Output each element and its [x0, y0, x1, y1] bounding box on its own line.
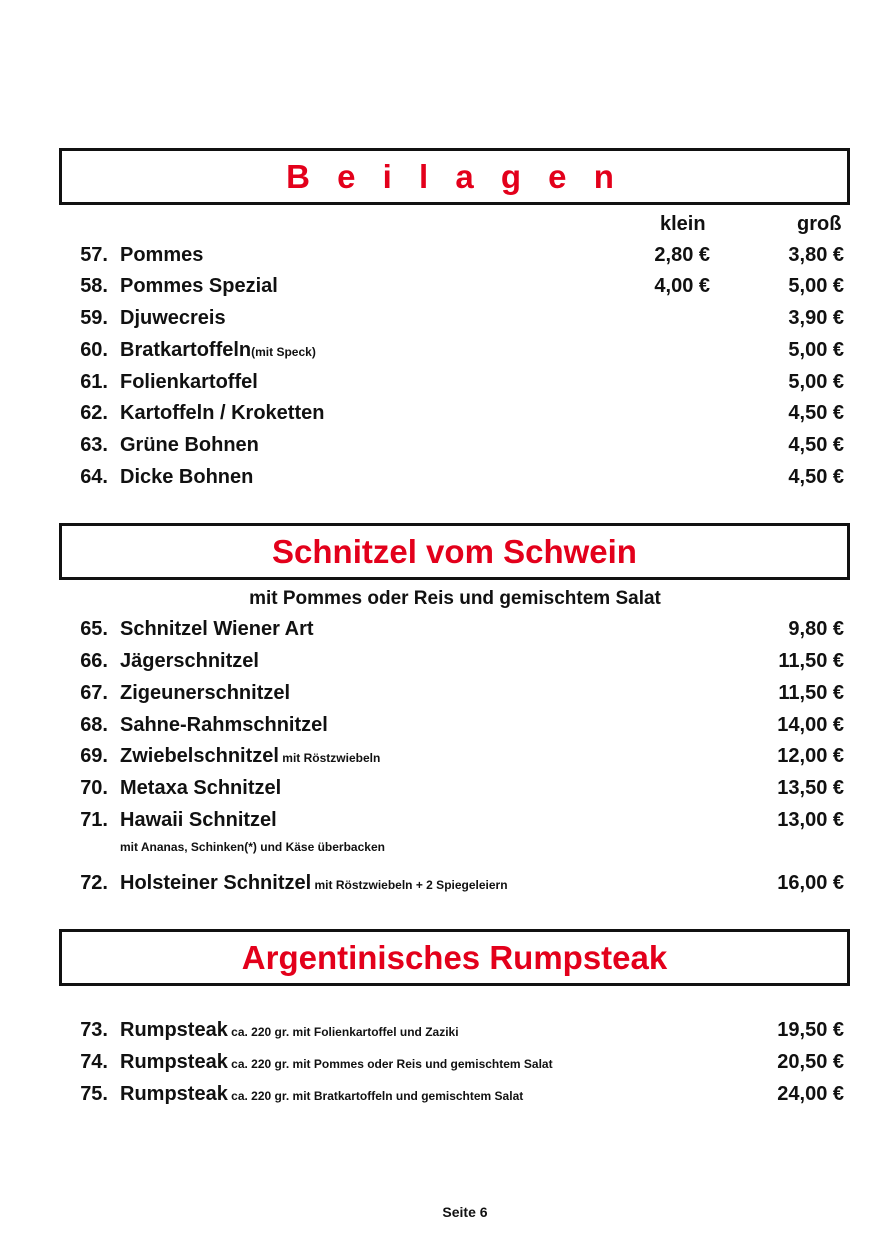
menu-item-row	[0, 682, 875, 714]
item-number: 63.	[80, 434, 108, 456]
price: 11,50 €	[778, 682, 844, 704]
menu-item-row	[0, 371, 875, 403]
menu-item-row	[0, 618, 875, 650]
menu-item-row	[0, 275, 875, 307]
item-note: mit Röstzwiebeln + 2 Spiegeleiern	[311, 878, 508, 892]
price-gross: 5,00 €	[788, 275, 844, 297]
schnitzel-subtitle: mit Pommes oder Reis und gemischtem Salat	[249, 588, 661, 609]
item-name	[120, 745, 380, 768]
price-gross: 3,90 €	[788, 307, 844, 329]
price-klein: 4,00 €	[654, 275, 710, 297]
item-note: ca. 220 gr. mit Bratkartoffeln und gemischtem Salat	[227, 1089, 524, 1103]
item-name	[120, 466, 253, 489]
menu-item-row	[0, 809, 875, 841]
item-name-text: Sahne-Rahmschnitzel	[120, 714, 328, 736]
item-name-text: Folienkartoffel	[120, 371, 258, 393]
menu-item-row	[0, 872, 875, 904]
price-gross: 4,50 €	[788, 466, 844, 488]
item-name-text: Pommes Spezial	[120, 275, 278, 297]
item-name-text: Bratkartoffeln	[120, 339, 252, 361]
item-name-text: Rumpsteak	[120, 1019, 228, 1041]
price-gross: 5,00 €	[788, 371, 844, 393]
item-name	[120, 1051, 553, 1074]
menu-item-row	[0, 1051, 875, 1083]
item-name	[120, 714, 328, 737]
item-name-text: Zwiebelschnitzel	[120, 745, 279, 767]
item-name-text: Schnitzel Wiener Art	[120, 618, 314, 640]
price-gross: 4,50 €	[788, 402, 844, 424]
item-name-text: Zigeunerschnitzel	[120, 682, 291, 704]
column-header-klein: klein	[660, 213, 706, 235]
price: 20,50 €	[777, 1051, 844, 1073]
price: 19,50 €	[777, 1019, 844, 1041]
price: 14,00 €	[777, 714, 844, 736]
section-title-schnitzel	[59, 523, 850, 580]
item-number: 65.	[80, 618, 108, 640]
item-name	[120, 434, 259, 457]
menu-item-row	[0, 1083, 875, 1115]
menu-item-row	[0, 307, 875, 339]
item-number: 60.	[80, 339, 108, 361]
item-name	[120, 777, 281, 800]
item-name	[120, 307, 226, 330]
item-number: 73.	[80, 1019, 108, 1041]
menu-item-row	[0, 1019, 875, 1051]
page-number: Seite 6	[442, 1204, 488, 1220]
item-name	[120, 339, 316, 362]
item-name-text: Metaxa Schnitzel	[120, 777, 282, 799]
price-klein: 2,80 €	[654, 244, 710, 266]
menu-item-row	[0, 434, 875, 466]
item-number: 72.	[80, 872, 108, 894]
item-name-text: Grüne Bohnen	[120, 434, 259, 456]
item-number: 67.	[80, 682, 108, 704]
item-name-text: Rumpsteak	[120, 1083, 228, 1105]
item-name	[120, 244, 203, 267]
menu-item-row	[0, 714, 875, 746]
item-name	[120, 275, 278, 298]
item-number: 74.	[80, 1051, 108, 1073]
section-title-beilagen	[59, 148, 850, 205]
price: 11,50 €	[778, 650, 844, 672]
item-note: ca. 220 gr. mit Folienkartoffel und Zaziki	[227, 1025, 459, 1039]
item-number: 70.	[80, 777, 108, 799]
item-name	[120, 809, 277, 832]
item-name-text: Djuwecreis	[120, 307, 226, 329]
item-name	[120, 618, 314, 641]
menu-item-row	[0, 745, 875, 777]
item-name	[120, 402, 324, 425]
item-number: 68.	[80, 714, 108, 736]
item-name-text: Rumpsteak	[120, 1051, 228, 1073]
menu-item-row	[0, 402, 875, 434]
item-number: 64.	[80, 466, 108, 488]
item-name-text: Dicke Bohnen	[120, 466, 254, 488]
price: 24,00 €	[777, 1083, 844, 1105]
item-name	[120, 872, 508, 895]
item-note: (mit Speck)	[251, 345, 316, 359]
price: 9,80 €	[788, 618, 844, 640]
item-name	[120, 682, 290, 705]
price-gross: 3,80 €	[788, 244, 844, 266]
price: 13,00 €	[777, 809, 844, 831]
item-name	[120, 650, 259, 673]
beilagen-title: B e i l a g e n	[286, 157, 623, 195]
item-name	[120, 1083, 523, 1106]
item-name	[120, 1019, 459, 1042]
price-gross: 5,00 €	[788, 339, 844, 361]
rumpsteak-title: Argentinisches Rumpsteak	[241, 938, 668, 976]
hawaii-description: mit Ananas, Schinken(*) und Käse überbacken	[120, 840, 385, 854]
item-note: ca. 220 gr. mit Pommes oder Reis und gemischtem Salat	[227, 1057, 553, 1071]
item-name-text: Holsteiner Schnitzel	[120, 872, 312, 894]
price: 16,00 €	[777, 872, 844, 894]
item-number: 57.	[80, 244, 108, 266]
menu-item-row	[0, 244, 875, 276]
section-title-rumpsteak	[59, 929, 850, 986]
item-name-text: Jägerschnitzel	[120, 650, 259, 672]
schnitzel-title: Schnitzel vom Schwein	[272, 532, 637, 570]
item-number: 61.	[80, 371, 108, 393]
menu-item-row	[0, 650, 875, 682]
column-header-gross: groß	[797, 213, 842, 235]
price: 12,00 €	[777, 745, 844, 767]
item-name-text: Kartoffeln / Kroketten	[120, 402, 325, 424]
item-number: 62.	[80, 402, 108, 424]
item-name-text: Pommes	[120, 244, 204, 266]
item-name	[120, 371, 258, 394]
item-number: 59.	[80, 307, 108, 329]
item-number: 75.	[80, 1083, 108, 1105]
item-number: 71.	[80, 809, 108, 831]
menu-item-row	[0, 777, 875, 809]
menu-item-row	[0, 466, 875, 498]
item-name-text: Hawaii Schnitzel	[120, 809, 277, 831]
price-gross: 4,50 €	[788, 434, 844, 456]
item-number: 69.	[80, 745, 108, 767]
item-note: mit Röstzwiebeln	[278, 751, 381, 765]
price: 13,50 €	[777, 777, 844, 799]
menu-item-row	[0, 339, 875, 371]
item-number: 58.	[80, 275, 108, 297]
item-number: 66.	[80, 650, 108, 672]
